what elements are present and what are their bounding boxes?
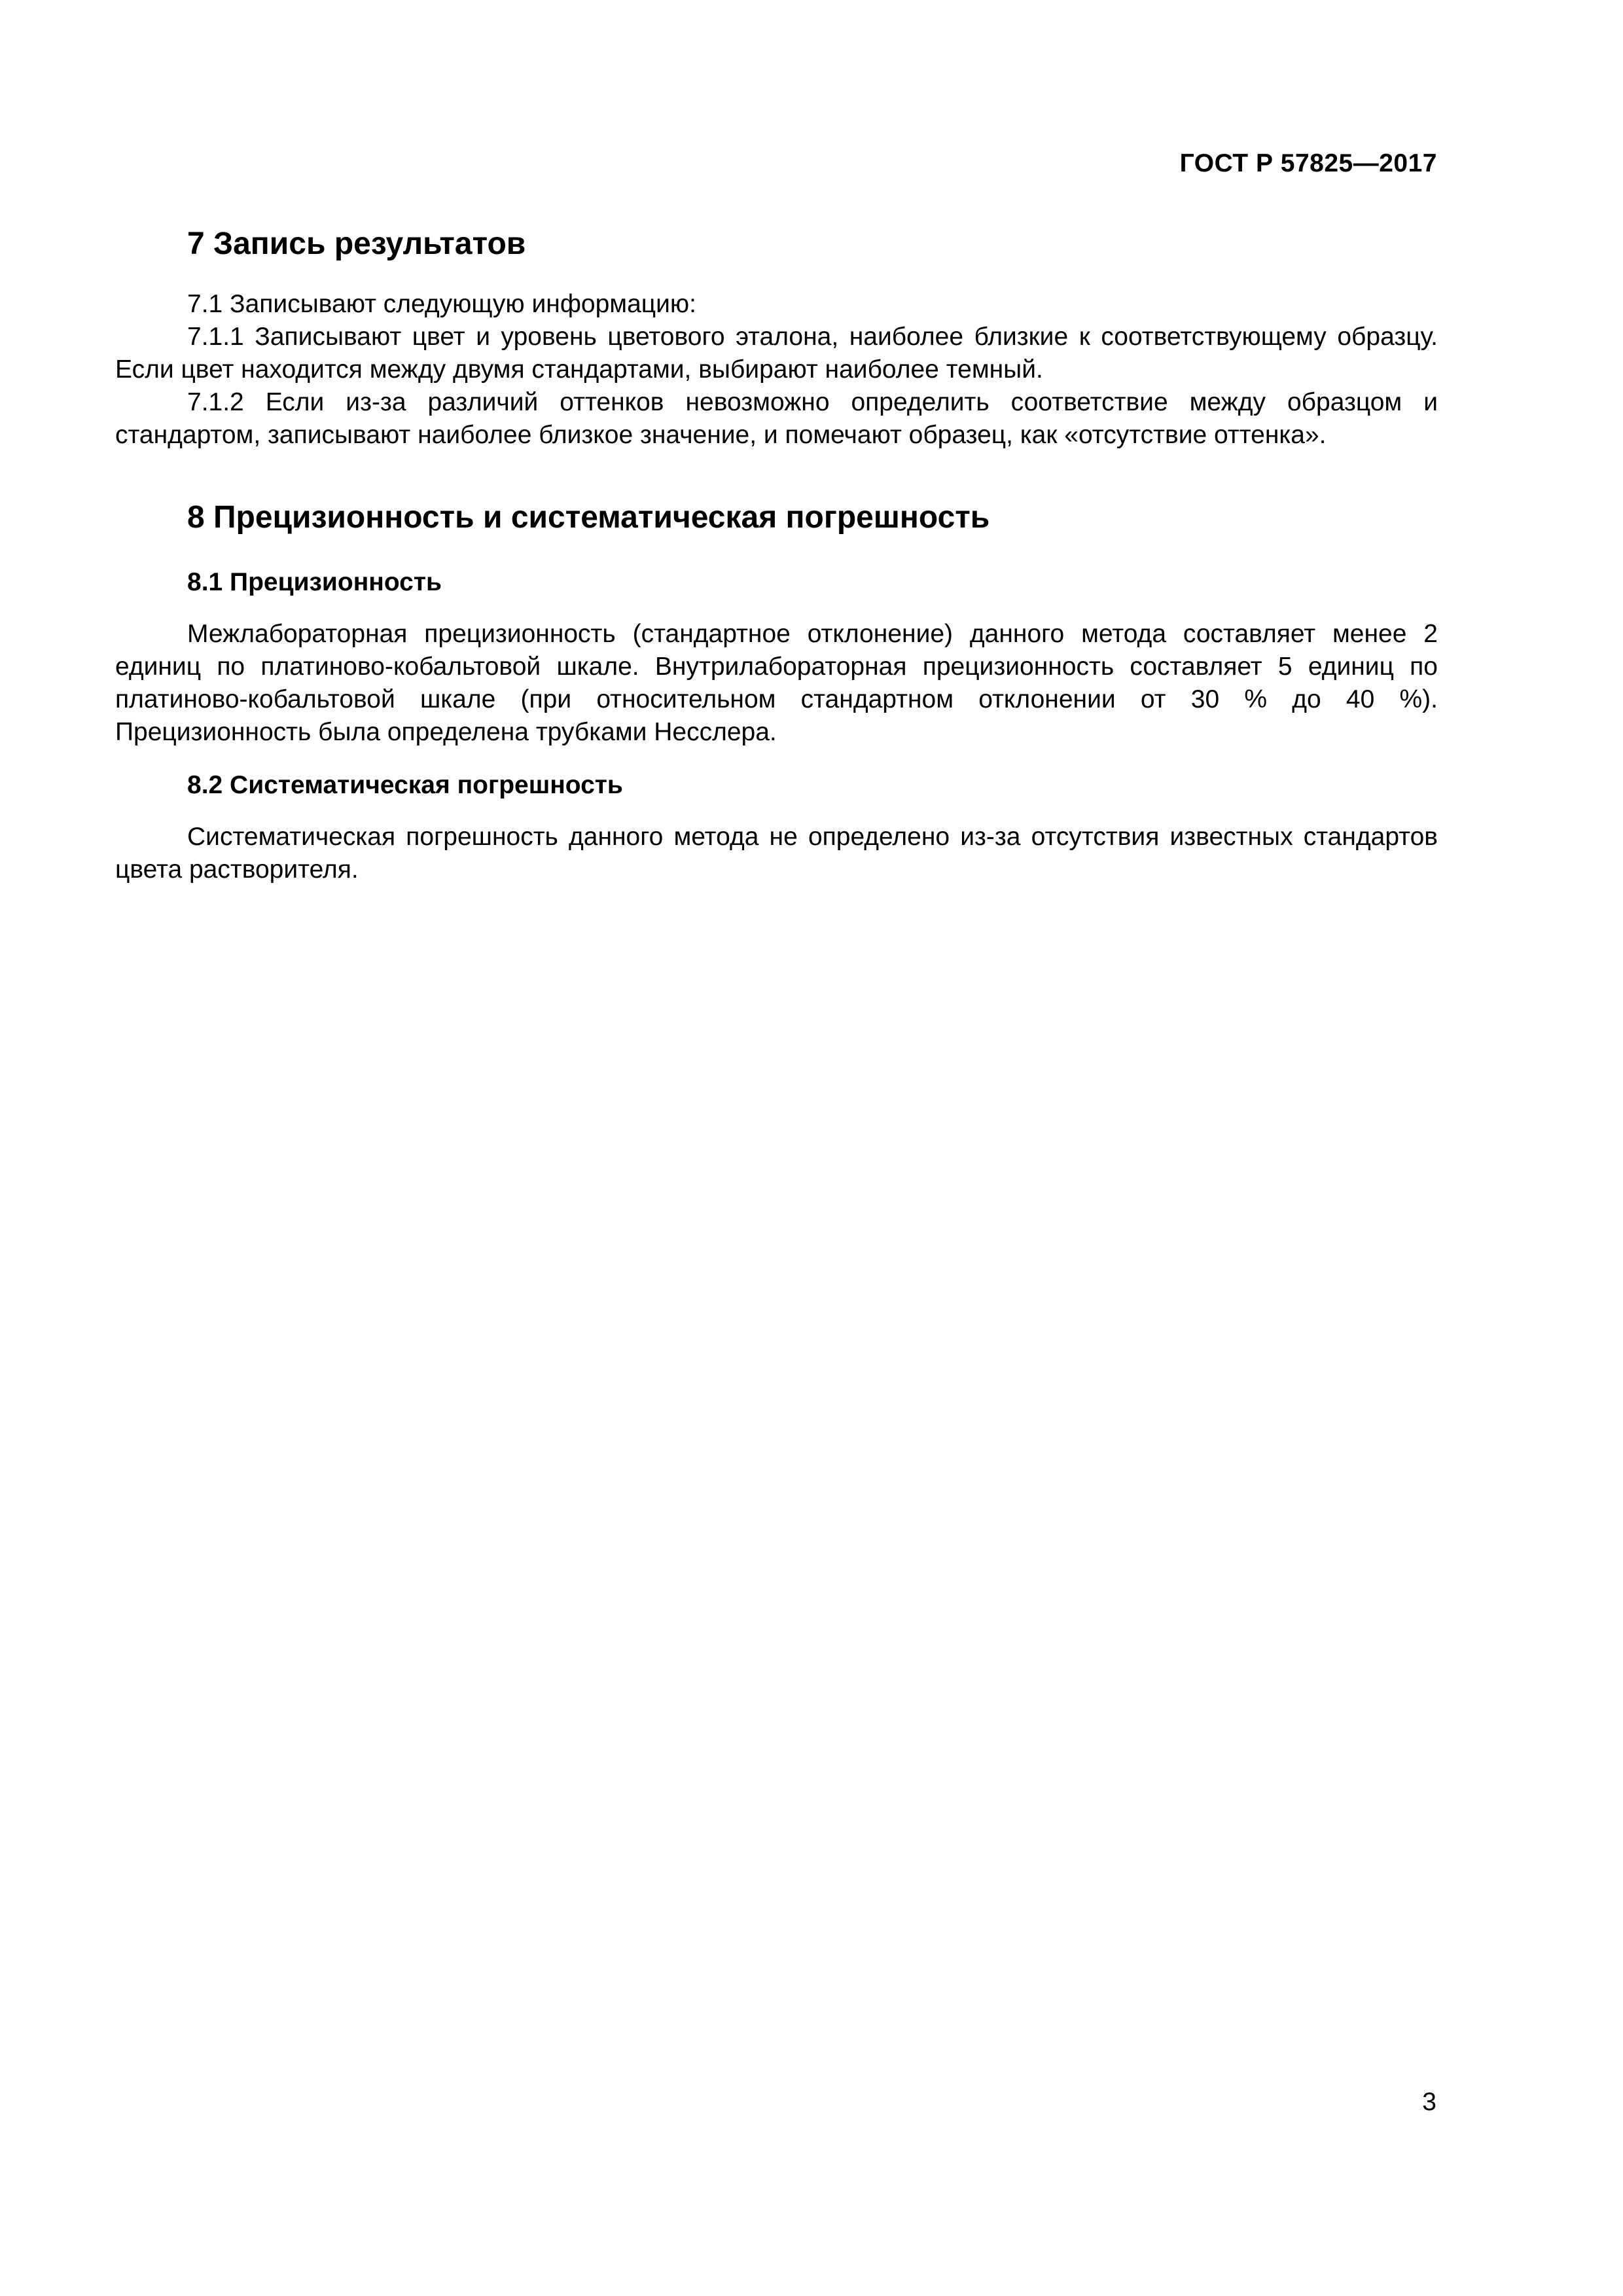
page-number: 3 [1422,2088,1436,2116]
subsection-8-2-heading: 8.2 Систематическая погрешность [187,771,623,799]
paragraph-8-1: Межлабораторная прецизионность (стандартное отклонение) данного метода составляет менее 2 единиц по платиново-кобальтовой шкале. Внутрилабораторная прецизионность составляет 5 единиц по платиново-кобальтовой шкале (при относительном стандартном отклонении от 30 % до 40 %). Прецизионность была определена трубками Несслера. [115,620,1438,746]
document-code: ГОСТ Р 57825—2017 [1179,149,1437,177]
paragraph-7-1-1: 7.1.1 Записывают цвет и уровень цветового эталона, наиболее близкие к соответствующему образцу. Если цвет находится между двумя стандартами, выбирают наиболее темный. [115,323,1438,384]
section-7-heading: 7 Запись результатов [187,226,526,261]
paragraph-7-1: 7.1 Записывают следующую информацию: [187,290,697,318]
subsection-8-1-heading: 8.1 Прецизионность [187,568,442,596]
paragraph-7-1-2: 7.1.2 Если из-за различий оттенков невозможно определить соответствие между образцом и стандартом, записывают наиболее близкое значение, и помечают образец, как «отсутствие оттенка». [115,388,1438,449]
paragraph-8-2: Систематическая погрешность данного метода не определено из-за отсутствия известных стандартов цвета растворителя. [115,823,1438,884]
section-8-heading: 8 Прецизионность и систематическая погрешность [187,500,990,535]
